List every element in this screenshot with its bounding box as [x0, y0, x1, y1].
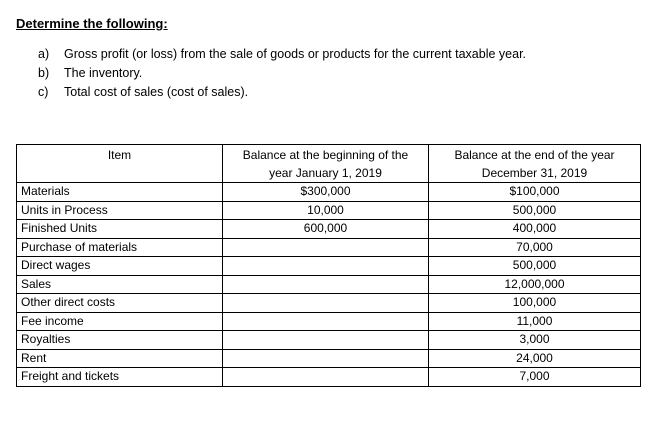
question-item [38, 64, 526, 83]
header-beginning-line1: Balance at the beginning of the [242, 148, 409, 162]
table-row [17, 349, 641, 368]
cell-beginning: $300,000 [223, 183, 429, 202]
question-marker: b) [38, 66, 50, 80]
table-header-row [17, 145, 641, 183]
cell-beginning [223, 275, 429, 294]
cell-end: 24,000 [429, 349, 641, 368]
question-text: Gross profit (or loss) from the sale of goods or products for the current taxable year. [64, 47, 527, 61]
cell-end: $100,000 [429, 183, 641, 202]
cell-item: Direct wages [17, 257, 223, 276]
header-item-label: Item [107, 148, 132, 162]
table-row [17, 257, 641, 276]
header-beginning-line2: year January 1, 2019 [269, 166, 382, 180]
question-item [38, 83, 526, 102]
cell-item: Freight and tickets [17, 368, 223, 387]
table-row [17, 368, 641, 387]
cell-beginning [223, 312, 429, 331]
header-beginning-balance [223, 145, 429, 183]
cell-end: 70,000 [429, 238, 641, 257]
balance-table [16, 144, 641, 387]
cell-item: Sales [17, 275, 223, 294]
cell-end: 100,000 [429, 294, 641, 313]
cell-beginning [223, 331, 429, 350]
cell-beginning [223, 238, 429, 257]
table-row [17, 294, 641, 313]
table-row [17, 238, 641, 257]
cell-beginning [223, 257, 429, 276]
cell-item: Other direct costs [17, 294, 223, 313]
cell-end: 12,000,000 [429, 275, 641, 294]
cell-item: Units in Process [17, 201, 223, 220]
cell-beginning [223, 294, 429, 313]
question-marker: c) [38, 85, 49, 99]
cell-beginning [223, 349, 429, 368]
question-list [38, 45, 526, 102]
table-row [17, 183, 641, 202]
cell-item: Rent [17, 349, 223, 368]
table-row [17, 312, 641, 331]
table-row [17, 275, 641, 294]
cell-end: 500,000 [429, 257, 641, 276]
cell-item: Royalties [17, 331, 223, 350]
header-item [17, 145, 223, 183]
cell-beginning: 10,000 [223, 201, 429, 220]
question-item [38, 45, 526, 64]
table-row [17, 331, 641, 350]
cell-end: 11,000 [429, 312, 641, 331]
table-row [17, 220, 641, 239]
question-text: Total cost of sales (cost of sales). [64, 85, 249, 99]
cell-end: 3,000 [429, 331, 641, 350]
cell-end: 500,000 [429, 201, 641, 220]
cell-beginning [223, 368, 429, 387]
cell-item: Materials [17, 183, 223, 202]
cell-item: Finished Units [17, 220, 223, 239]
cell-item: Fee income [17, 312, 223, 331]
page-heading: Determine the following: [16, 16, 168, 31]
header-end-line1: Balance at the end of the year [454, 148, 615, 162]
header-end-balance [429, 145, 641, 183]
cell-end: 7,000 [429, 368, 641, 387]
header-end-line2: December 31, 2019 [481, 166, 588, 180]
cell-item: Purchase of materials [17, 238, 223, 257]
table-row [17, 201, 641, 220]
question-marker: a) [38, 47, 50, 61]
cell-beginning: 600,000 [223, 220, 429, 239]
question-text: The inventory. [64, 66, 143, 80]
cell-end: 400,000 [429, 220, 641, 239]
